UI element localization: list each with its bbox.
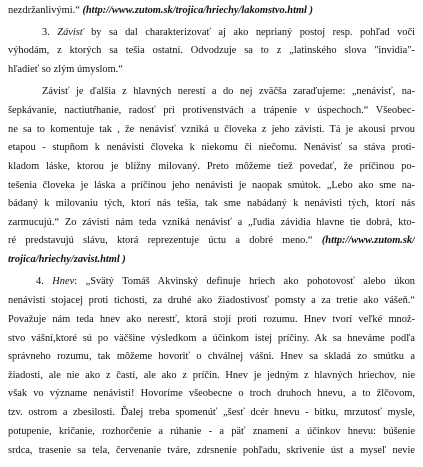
text-segment: potupenie, kričanie, rozhorčenie a rúhanie - a päť znamení a účinkov hnevu: búšenie (8, 426, 415, 437)
text-segment: nezdržanlivými.“ (8, 5, 83, 16)
text-segment: etapou - stupňom k nenávisti človeka k niekomu či niečomu. Nenávisť sa stáva proti- (8, 142, 415, 153)
text-segment: 4. (36, 276, 53, 287)
text-segment: šepkávanie, nactiutŕhanie, radosť pri protivenstvách a trápenie v úspechoch.“ Všeobec- (8, 105, 415, 116)
text-segment: však vo význame nenávisti! Hovoríme všeobecne o troch druhoch hnevu, a to žlčovom, (8, 388, 415, 399)
text-segment: zarmucujú.“ Zo závisti nám teda vzniká nenávisť a „ľudia závidia hlavne tie dobrá, kto- (8, 217, 415, 228)
text-segment: Hnev (52, 276, 75, 287)
text-line (42, 84, 415, 99)
text-line (8, 331, 415, 346)
text-segment: žiadosti, ale nie ako z častí, ale ako z príčin. Hnev je jedným z hlavných hriechov, nie (8, 370, 415, 381)
text-segment: 3. (42, 27, 58, 38)
text-line (8, 140, 415, 155)
text-line (8, 215, 415, 230)
text-line (8, 312, 415, 327)
text-segment: srdca, trasenie sa tela, červenanie tváre, zdrsnenie pohľadu, skrivenie úst a myseľ nevie (8, 445, 415, 456)
text-line (8, 368, 415, 383)
text-line (42, 25, 415, 40)
source-citation: (http://www.zutom.sk/trojica/hriechy/lakomstvo.html ) (82, 5, 313, 16)
source-citation: trojica/hriechy/zavist.html ) (8, 254, 126, 265)
text-segment: : „Svätý Tomáš Akvinský definuje hriech ako pohotovosť alebo úkon (74, 276, 415, 287)
text-segment: ré predstavujú slávu, ktorá reprezentuje úctu a dobré meno.“ (8, 235, 322, 246)
text-segment: bádaný k milovaniu tých, ktorí nás tešia, tak sme nabádaný k nenávisti tých, ktorí nás (8, 198, 415, 209)
text-line (8, 196, 415, 211)
text-segment: Považuje nám teda hnev ako nerestť, ktorá stojí proti rozumu. Hnev tvorí veľké množ- (8, 314, 415, 325)
text-line (8, 178, 415, 193)
text-segment: ne sa to komentuje tak , že nenávisť vzniká u človeka z jeho závisti. Tá je akousi prvou (8, 124, 415, 135)
text-line (8, 62, 415, 77)
text-segment: hľadieť so zlým úmyslom.“ (8, 64, 123, 75)
text-segment: Závisť (57, 27, 84, 38)
text-line (8, 159, 415, 174)
text-segment: výhodám, z ktorých sa tešia ostatní. Odvodzuje sa to z „latinského slova "invidia"- (8, 45, 415, 56)
text-segment: stvo vášní,ktoré sú po väčšine výsledkom a účinkom istej príčiny. Ak sa hneváme podľa (8, 333, 415, 344)
text-line (8, 103, 415, 118)
text-line (8, 405, 415, 420)
text-line (8, 252, 415, 267)
text-line (8, 424, 415, 439)
text-segment: Závisť je ďalšia z hlavných nerestí a do nej zväčša zaraďujeme: „nenávisť, na- (42, 86, 415, 97)
text-line (8, 349, 415, 364)
text-segment: kladom láske, ktorou je blížny milovaný. Preto môžeme tiež povedať, že príčinou po- (8, 161, 415, 172)
text-line (36, 274, 415, 289)
text-line (8, 3, 415, 18)
text-segment: správneho rozumu, tak môžeme hovoriť o chválnej vášni. Hnev sa skladá zo smútku a (8, 351, 415, 362)
text-segment: nenávisti stojacej proti tichosti, za druhé ako žiadostivosť pomsty a za tretie ako vášeň.“ (8, 295, 415, 306)
text-line (8, 443, 415, 458)
text-line (8, 122, 415, 137)
text-line (8, 43, 415, 58)
source-citation: (http://www.zutom.sk/ (321, 235, 415, 246)
text-segment: tzv. ostrom a zbesilosti. Ďalej treba spomenúť „šesť dcér hnevu - bitku, mrzutosť mysle, (8, 407, 415, 418)
text-line (8, 386, 415, 401)
text-line (8, 233, 415, 248)
text-segment: tešenia človeka je láska a príčinou jeho nenávisti je naopak smútok. „Lebo ako sme na- (8, 180, 415, 191)
text-segment: by sa dal charakterizovať aj ako neprianý postoj resp. pohľad voči (83, 27, 415, 38)
text-line (8, 293, 415, 308)
